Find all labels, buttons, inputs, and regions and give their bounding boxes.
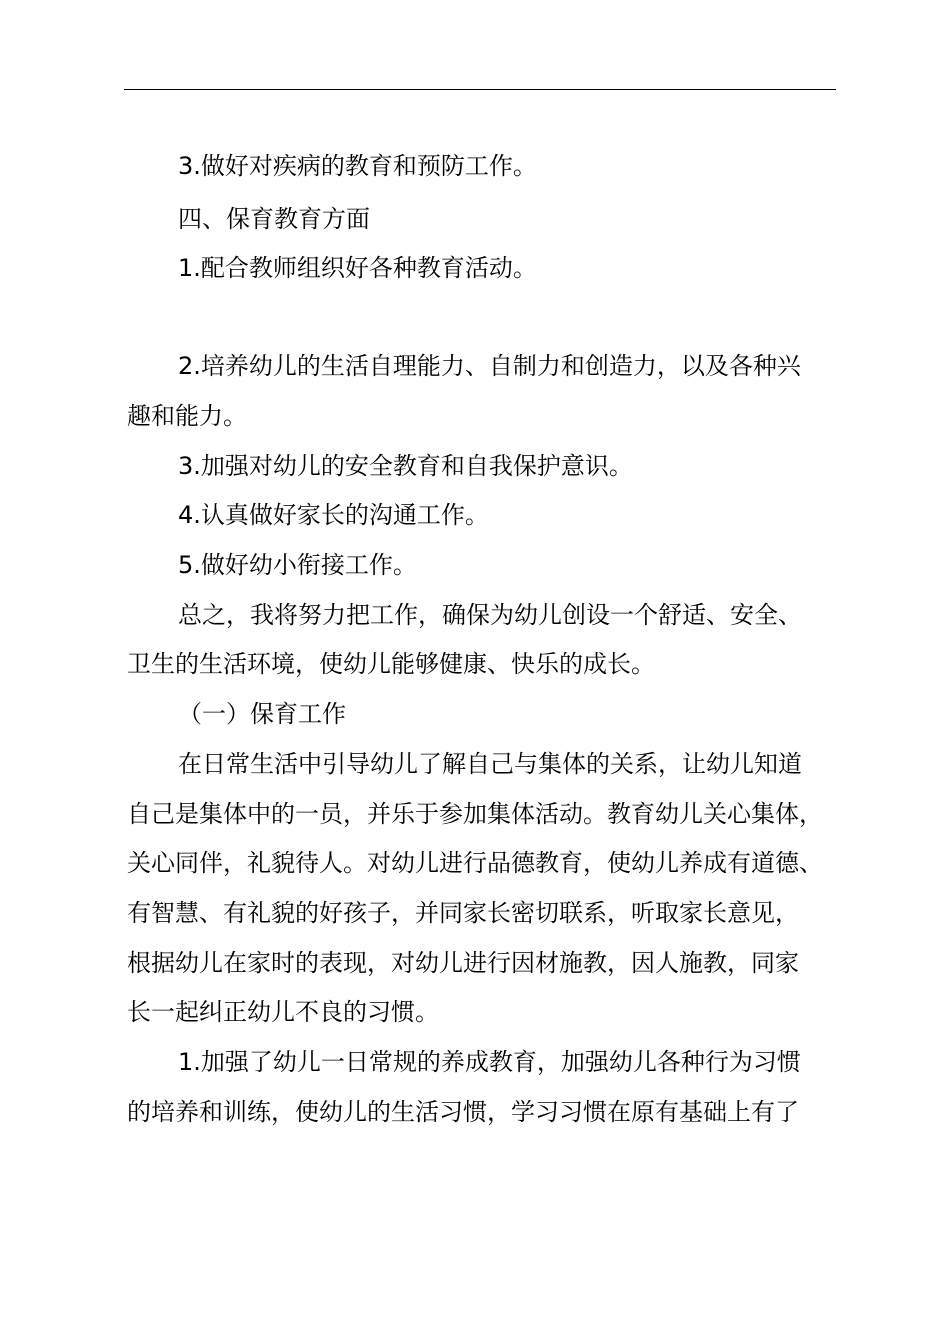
text-line: 长一起纠正幼儿不良的习惯。	[127, 998, 439, 1026]
text-line: 5.做好幼小衔接工作。	[178, 551, 417, 579]
text-line: 自己是集体中的一员，并乐于参加集体活动。教育幼儿关心集体，	[127, 800, 823, 828]
text-line: 关心同伴，礼貌待人。对幼儿进行品德教育，使幼儿养成有道德、	[127, 849, 823, 877]
section-heading: 四、保育教育方面	[178, 205, 370, 233]
text-line: 1.加强了幼儿一日常规的养成教育，加强幼儿各种行为习惯	[178, 1048, 801, 1076]
text-line: 在日常生活中引导幼儿了解自己与集体的关系，让幼儿知道	[178, 750, 802, 778]
text-line: 的培养和训练，使幼儿的生活习惯，学习习惯在原有基础上有了	[127, 1098, 799, 1126]
text-line: 1.配合教师组织好各种教育活动。	[178, 254, 537, 282]
text-line: 总之，我将努力把工作，确保为幼儿创设一个舒适、安全、	[178, 601, 802, 629]
text-line: 3.加强对幼儿的安全教育和自我保护意识。	[178, 452, 633, 480]
section-heading: （一）保育工作	[178, 700, 346, 728]
text-line: 卫生的生活环境，使幼儿能够健康、快乐的成长。	[127, 650, 655, 678]
text-line: 有智慧、有礼貌的好孩子，并同家长密切联系，听取家长意见，	[127, 899, 799, 927]
header-divider	[124, 89, 836, 90]
text-line: 4.认真做好家长的沟通工作。	[178, 501, 489, 529]
text-line: 2.培养幼儿的生活自理能力、自制力和创造力，以及各种兴	[178, 352, 801, 380]
text-line: 根据幼儿在家时的表现，对幼儿进行因材施教，因人施教，同家	[127, 949, 799, 977]
text-line: 趣和能力。	[127, 402, 247, 430]
text-line: 3.做好对疾病的教育和预防工作。	[178, 152, 537, 180]
